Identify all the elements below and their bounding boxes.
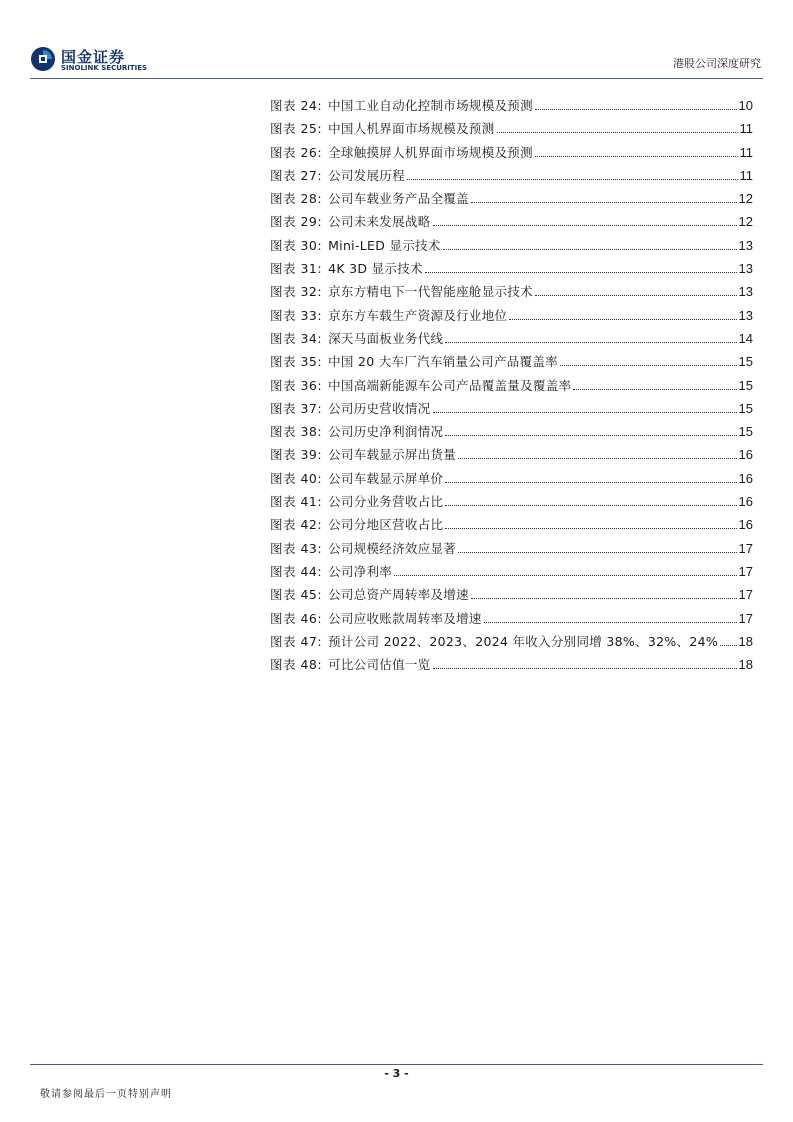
- header-divider: [30, 78, 763, 79]
- toc-entry[interactable]: [270, 306, 753, 329]
- toc-entry-label: 图表 39:: [270, 447, 323, 463]
- toc-entry[interactable]: [270, 166, 753, 189]
- toc-leader-dots: [458, 458, 736, 459]
- toc-entry-page: 17: [738, 563, 753, 579]
- toc-leader-dots: [445, 505, 736, 506]
- toc-leader-dots: [471, 202, 737, 203]
- toc-entry-page: 11: [739, 144, 753, 160]
- toc-entry[interactable]: [270, 609, 753, 632]
- toc-entry[interactable]: [270, 236, 753, 259]
- toc-entry[interactable]: [270, 189, 753, 212]
- toc-entry[interactable]: [270, 655, 753, 678]
- toc-entry-page: 16: [738, 494, 753, 510]
- toc-entry-page: 13: [738, 284, 753, 300]
- toc-entry-title: 深天马面板业务代线: [328, 330, 444, 346]
- toc-entry-page: 13: [738, 261, 753, 277]
- toc-entry-label: 图表 35:: [270, 354, 323, 370]
- page-number: - 3 -: [384, 1067, 409, 1080]
- chart-index-list: [270, 96, 753, 678]
- toc-entry-label: 图表 36:: [270, 377, 323, 393]
- toc-entry[interactable]: [270, 376, 753, 399]
- toc-entry-title: 京东方车载生产资源及行业地位: [328, 307, 508, 323]
- toc-entry-title: 公司历史净利润情况: [328, 424, 444, 440]
- toc-entry[interactable]: [270, 632, 753, 655]
- toc-entry-title: 公司分地区营收占比: [328, 517, 444, 533]
- toc-entry[interactable]: [270, 329, 753, 352]
- toc-entry-label: 图表 27:: [270, 167, 323, 183]
- toc-leader-dots: [433, 225, 737, 226]
- toc-leader-dots: [573, 389, 736, 390]
- toc-leader-dots: [445, 342, 736, 343]
- toc-entry-title: 公司规模经济效应显著: [328, 540, 457, 556]
- toc-entry-page: 15: [738, 424, 753, 440]
- toc-entry-label: 图表 38:: [270, 424, 323, 440]
- toc-entry-title: 全球触摸屏人机界面市场规模及预测: [328, 144, 533, 160]
- toc-entry-page: 17: [738, 610, 753, 626]
- toc-entry-page: 16: [738, 517, 753, 533]
- toc-entry[interactable]: [270, 352, 753, 375]
- toc-entry-label: 图表 30:: [270, 237, 323, 253]
- toc-entry[interactable]: [270, 399, 753, 422]
- toc-leader-dots: [535, 156, 738, 157]
- toc-entry[interactable]: [270, 539, 753, 562]
- toc-entry-title: 京东方精电下一代智能座舱显示技术: [328, 284, 533, 300]
- toc-entry-label: 图表 28:: [270, 191, 323, 207]
- toc-entry-label: 图表 47:: [270, 633, 323, 649]
- toc-entry-title: 公司发展历程: [328, 167, 405, 183]
- toc-entry-page: 17: [738, 587, 753, 603]
- toc-entry[interactable]: [270, 585, 753, 608]
- company-logo: [30, 44, 170, 76]
- toc-entry-title: 公司车载显示屏单价: [328, 470, 444, 486]
- toc-entry[interactable]: [270, 445, 753, 468]
- toc-entry-title: 公司净利率: [328, 563, 393, 579]
- toc-entry-label: 图表 40:: [270, 470, 323, 486]
- toc-leader-dots: [394, 575, 736, 576]
- toc-entry-page: 18: [738, 633, 753, 649]
- toc-leader-dots: [535, 295, 737, 296]
- toc-entry-title: 中国工业自动化控制市场规模及预测: [328, 98, 533, 113]
- toc-entry[interactable]: [270, 492, 753, 515]
- report-type: 港股公司深度研究: [673, 57, 761, 70]
- toc-leader-dots: [535, 109, 737, 110]
- toc-entry-label: 图表 29:: [270, 214, 323, 230]
- toc-entry-page: 17: [738, 540, 753, 556]
- toc-entry-title: 预计公司 2022、2023、2024 年收入分别同增 38%、32%、24%: [328, 633, 718, 649]
- toc-entry-label: 图表 44:: [270, 563, 323, 579]
- toc-entry[interactable]: [270, 143, 753, 166]
- toc-entry-label: 图表 37:: [270, 400, 323, 416]
- toc-entry-page: 10: [738, 98, 753, 113]
- toc-leader-dots: [433, 668, 737, 669]
- toc-entry-page: 13: [738, 237, 753, 253]
- toc-leader-dots: [720, 645, 737, 646]
- toc-entry-page: 11: [739, 121, 753, 137]
- toc-entry-title: 公司总资产周转率及增速: [328, 587, 469, 603]
- toc-entry-label: 图表 34:: [270, 330, 323, 346]
- toc-entry-label: 图表 25:: [270, 121, 323, 137]
- toc-entry-page: 16: [738, 447, 753, 463]
- toc-entry-title: 公司车载显示屏出货量: [328, 447, 457, 463]
- toc-entry[interactable]: [270, 96, 753, 119]
- toc-entry-page: 11: [739, 167, 753, 183]
- toc-entry[interactable]: [270, 515, 753, 538]
- toc-entry[interactable]: [270, 282, 753, 305]
- footer-disclaimer: 敬请参阅最后一页特别声明: [40, 1089, 172, 1100]
- toc-entry-page: 12: [738, 191, 753, 207]
- toc-leader-dots: [425, 272, 737, 273]
- toc-entry-label: 图表 32:: [270, 284, 323, 300]
- toc-entry-title: 公司历史营收情况: [328, 400, 431, 416]
- toc-entry-title: 可比公司估值一览: [328, 657, 431, 673]
- toc-leader-dots: [407, 179, 738, 180]
- toc-entry[interactable]: [270, 422, 753, 445]
- toc-entry-label: 图表 33:: [270, 307, 323, 323]
- sinolink-logo-icon: [30, 46, 56, 72]
- toc-leader-dots: [458, 552, 736, 553]
- toc-entry-label: 图表 43:: [270, 540, 323, 556]
- toc-leader-dots: [445, 435, 736, 436]
- toc-entry-title: 中国高端新能源车公司产品覆盖量及覆盖率: [328, 377, 572, 393]
- toc-entry-title: 中国人机界面市场规模及预测: [328, 121, 495, 137]
- toc-entry-title: 公司分业务营收占比: [328, 494, 444, 510]
- footer-divider: [30, 1064, 763, 1065]
- toc-leader-dots: [443, 249, 737, 250]
- toc-entry-page: 18: [738, 657, 753, 673]
- toc-entry-label: 图表 42:: [270, 517, 323, 533]
- toc-entry-label: 图表 31:: [270, 261, 323, 277]
- toc-entry[interactable]: [270, 469, 753, 492]
- toc-entry[interactable]: [270, 212, 753, 235]
- toc-entry-label: 图表 24:: [270, 98, 323, 113]
- toc-entry-page: 16: [738, 470, 753, 486]
- toc-entry-label: 图表 41:: [270, 494, 323, 510]
- toc-entry-title: 公司应收账款周转率及增速: [328, 610, 482, 626]
- toc-entry-page: 15: [738, 377, 753, 393]
- toc-entry-title: Mini-LED 显示技术: [328, 237, 441, 253]
- toc-entry-page: 15: [738, 400, 753, 416]
- toc-entry[interactable]: [270, 259, 753, 282]
- toc-entry-title: 中国 20 大车厂汽车销量公司产品覆盖率: [328, 354, 558, 370]
- toc-leader-dots: [471, 598, 737, 599]
- toc-entry[interactable]: [270, 562, 753, 585]
- logo-text-cn: 国金证券: [61, 48, 126, 66]
- toc-leader-dots: [484, 622, 737, 623]
- toc-leader-dots: [560, 365, 737, 366]
- toc-entry-label: 图表 48:: [270, 657, 323, 673]
- page-header: [30, 40, 763, 80]
- toc-entry-title: 公司未来发展战略: [328, 214, 431, 230]
- toc-entry-page: 13: [738, 307, 753, 323]
- toc-entry-label: 图表 26:: [270, 144, 323, 160]
- toc-entry-page: 15: [738, 354, 753, 370]
- toc-leader-dots: [497, 132, 738, 133]
- toc-leader-dots: [445, 482, 736, 483]
- toc-entry[interactable]: [270, 119, 753, 142]
- toc-entry-title: 公司车载业务产品全覆盖: [328, 191, 469, 207]
- toc-leader-dots: [509, 319, 736, 320]
- toc-entry-label: 图表 46:: [270, 610, 323, 626]
- toc-leader-dots: [445, 528, 736, 529]
- toc-entry-label: 图表 45:: [270, 587, 323, 603]
- toc-entry-title: 4K 3D 显示技术: [328, 261, 423, 277]
- toc-entry-page: 14: [738, 330, 753, 346]
- toc-entry-page: 12: [738, 214, 753, 230]
- logo-text-en: SINOLINK SECURITIES: [61, 64, 148, 72]
- toc-leader-dots: [433, 412, 737, 413]
